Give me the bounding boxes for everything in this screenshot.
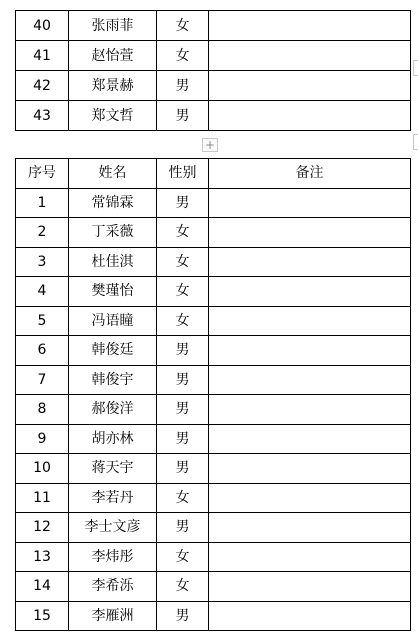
table-resize-handle[interactable]	[413, 60, 418, 76]
cell-gender[interactable]: 男	[157, 101, 209, 131]
cell-name[interactable]: 常锦霖	[69, 188, 157, 218]
cell-note[interactable]	[209, 101, 411, 131]
cell-gender[interactable]: 女	[157, 277, 209, 307]
cell-no[interactable]: 8	[16, 395, 69, 425]
table-resize-handle[interactable]	[413, 134, 418, 150]
table-row	[16, 483, 411, 513]
roster-table	[15, 158, 411, 631]
cell-no[interactable]: 4	[16, 277, 69, 307]
cell-name[interactable]: 郑文哲	[69, 101, 157, 131]
table-row	[16, 277, 411, 307]
table-row	[16, 336, 411, 366]
header-note[interactable]: 备注	[209, 159, 411, 189]
cell-gender[interactable]: 男	[157, 454, 209, 484]
table-row	[16, 247, 411, 277]
cell-note[interactable]	[209, 572, 411, 602]
cell-name[interactable]: 冯语瞳	[69, 306, 157, 336]
cell-name[interactable]: 张雨菲	[69, 11, 157, 41]
cell-note[interactable]	[209, 247, 411, 277]
roster-table-continued-body	[16, 11, 411, 131]
cell-name[interactable]: 郑景赫	[69, 71, 157, 101]
cell-note[interactable]	[209, 542, 411, 572]
cell-note[interactable]	[209, 601, 411, 631]
table-row	[16, 572, 411, 602]
table-row	[16, 513, 411, 543]
cell-note[interactable]	[209, 188, 411, 218]
table-row	[16, 454, 411, 484]
cell-no[interactable]: 12	[16, 513, 69, 543]
cell-note[interactable]	[209, 306, 411, 336]
table-row	[16, 424, 411, 454]
cell-no[interactable]: 15	[16, 601, 69, 631]
roster-table-continued	[15, 10, 411, 131]
add-row-button[interactable]: +	[202, 138, 218, 152]
cell-name[interactable]: 李炜彤	[69, 542, 157, 572]
cell-gender[interactable]: 男	[157, 336, 209, 366]
cell-no[interactable]: 5	[16, 306, 69, 336]
cell-gender[interactable]: 女	[157, 542, 209, 572]
cell-note[interactable]	[209, 395, 411, 425]
cell-gender[interactable]: 男	[157, 71, 209, 101]
cell-gender[interactable]: 男	[157, 395, 209, 425]
cell-name[interactable]: 李士文彦	[69, 513, 157, 543]
cell-gender[interactable]: 女	[157, 11, 209, 41]
cell-no[interactable]: 14	[16, 572, 69, 602]
table-row	[16, 11, 411, 41]
cell-gender[interactable]: 女	[157, 247, 209, 277]
cell-name[interactable]: 韩俊宇	[69, 365, 157, 395]
cell-name[interactable]: 蒋天宇	[69, 454, 157, 484]
cell-no[interactable]: 11	[16, 483, 69, 513]
table-row	[16, 218, 411, 248]
cell-note[interactable]	[209, 336, 411, 366]
header-name[interactable]: 姓名	[69, 159, 157, 189]
cell-gender[interactable]: 女	[157, 306, 209, 336]
cell-name[interactable]: 李雁洲	[69, 601, 157, 631]
table-row	[16, 601, 411, 631]
cell-gender[interactable]: 男	[157, 365, 209, 395]
table-row	[16, 101, 411, 131]
cell-name[interactable]: 郝俊洋	[69, 395, 157, 425]
cell-name[interactable]: 李若丹	[69, 483, 157, 513]
cell-gender[interactable]: 女	[157, 483, 209, 513]
cell-name[interactable]: 丁采薇	[69, 218, 157, 248]
cell-no[interactable]: 3	[16, 247, 69, 277]
cell-gender[interactable]: 男	[157, 424, 209, 454]
cell-gender[interactable]: 男	[157, 188, 209, 218]
header-gender[interactable]: 性别	[157, 159, 209, 189]
table-row	[16, 365, 411, 395]
cell-no[interactable]: 2	[16, 218, 69, 248]
cell-note[interactable]	[209, 71, 411, 101]
cell-note[interactable]	[209, 365, 411, 395]
cell-name[interactable]: 胡亦林	[69, 424, 157, 454]
cell-name[interactable]: 韩俊廷	[69, 336, 157, 366]
cell-no[interactable]: 42	[16, 71, 69, 101]
cell-note[interactable]	[209, 277, 411, 307]
cell-no[interactable]: 13	[16, 542, 69, 572]
table-header-row	[16, 159, 411, 189]
cell-gender[interactable]: 男	[157, 601, 209, 631]
table-row	[16, 395, 411, 425]
cell-gender[interactable]: 女	[157, 572, 209, 602]
cell-no[interactable]: 7	[16, 365, 69, 395]
cell-note[interactable]	[209, 11, 411, 41]
table-row	[16, 71, 411, 101]
cell-name[interactable]: 杜佳淇	[69, 247, 157, 277]
cell-note[interactable]	[209, 41, 411, 71]
cell-gender[interactable]: 男	[157, 513, 209, 543]
cell-no[interactable]: 10	[16, 454, 69, 484]
table-row	[16, 542, 411, 572]
cell-gender[interactable]: 女	[157, 218, 209, 248]
cell-name[interactable]: 樊瑾怡	[69, 277, 157, 307]
table-row	[16, 188, 411, 218]
table-row	[16, 306, 411, 336]
cell-no[interactable]: 9	[16, 424, 69, 454]
cell-no[interactable]: 1	[16, 188, 69, 218]
cell-name[interactable]: 赵怡萱	[69, 41, 157, 71]
cell-no[interactable]: 6	[16, 336, 69, 366]
header-no[interactable]: 序号	[16, 159, 69, 189]
cell-name[interactable]: 李希泺	[69, 572, 157, 602]
cell-no[interactable]: 41	[16, 41, 69, 71]
cell-note[interactable]	[209, 513, 411, 543]
cell-no[interactable]: 43	[16, 101, 69, 131]
roster-table-body	[16, 188, 411, 631]
cell-no[interactable]: 40	[16, 11, 69, 41]
cell-note[interactable]	[209, 424, 411, 454]
table-row	[16, 41, 411, 71]
cell-gender[interactable]: 女	[157, 41, 209, 71]
cell-note[interactable]	[209, 218, 411, 248]
cell-note[interactable]	[209, 483, 411, 513]
cell-note[interactable]	[209, 454, 411, 484]
